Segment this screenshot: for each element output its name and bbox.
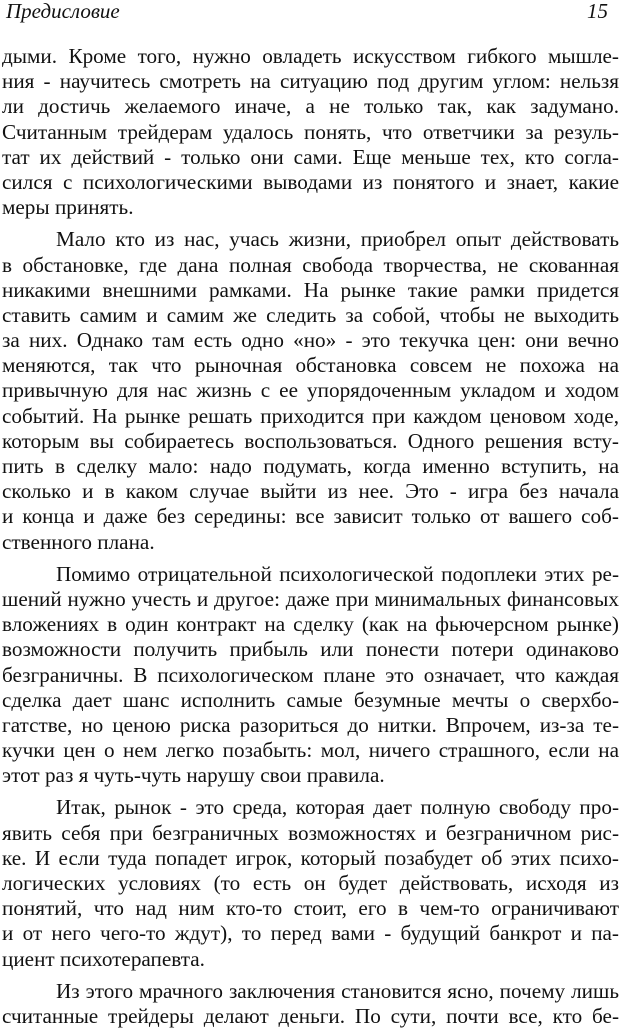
text-line: циент психотерапевта. [2, 946, 205, 971]
text-line: сколько и в каком случае выйти из нее. Это - игра без начала [2, 479, 619, 504]
text-line: возможности получить прибыль или понести потери одинаково [2, 637, 619, 662]
text-line: безграничны. В психологическом плане это означает, что каждая [2, 662, 619, 687]
page-number: 15 [587, 0, 608, 23]
text-line: меры принять. [2, 195, 134, 220]
text-line: ставить самим и самим же следить за собой, чтобы не выходить [2, 302, 619, 327]
text-line: Из этого мрачного заключения становится ясно, почему лишь [56, 978, 619, 1003]
text-line: тат их действий - только они сами. Еще меньше тех, кто согла- [2, 144, 619, 169]
text-line: никакими внешними рамками. На рынке такие рамки придется [2, 277, 619, 302]
text-line: понятий, что над ним кто-то стоит, его в чем-то ограничивают [2, 896, 619, 921]
text-line: вложениях в один контракт на сделку (как на фьючерсном рынке) [2, 612, 619, 637]
running-header [6, 0, 608, 24]
text-line: дыми. Кроме того, нужно овладеть искусством гибкого мышле- [2, 44, 619, 68]
text-line: Мало кто из нас, учась жизни, приобрел опыт действовать [56, 227, 619, 252]
paragraph-3 [0, 562, 620, 789]
text-line: считанные трейдеры делают деньги. По сути, почти все, кто бе- [2, 1003, 619, 1028]
text-line: которым вы собираетесь воспользоваться. Одного решения всту- [2, 428, 619, 453]
text-line: сился с психологическими выводами из понятого и знает, какие [2, 169, 619, 194]
text-line: ственного плана. [2, 529, 155, 554]
text-line: этот раз я чуть-чуть нарушу свои правила. [2, 763, 385, 788]
paragraph-4 [0, 795, 620, 971]
text-line: пить в сделку мало: надо подумать, когда именно вступить, на [2, 454, 619, 478]
text-line: шений нужно учесть и другое: даже при минимальных финансовых [2, 586, 619, 611]
text-line: логических условиях (то есть он будет действовать, исходя из [2, 871, 619, 895]
text-line: Считанным трейдерам удалось понять, что ответчики за резуль- [2, 119, 619, 144]
text-line: Помимо отрицательной психологической подоплеки этих ре- [56, 561, 619, 586]
text-line: гатстве, но ценою риска разориться до нитки. Впрочем, из-за те- [2, 712, 619, 737]
text-line: привычную для нас жизнь с ее упорядоченным укладом и ходом [2, 378, 619, 403]
text-line: кучки цен о нем легко позабыть: мол, ничего страшного, если на [2, 738, 619, 763]
text-line: за них. Однако там есть одно «но» - это текучка цен: они вечно [2, 328, 619, 353]
text-line: ке. И если туда попадет игрок, который позабудет об этих психо- [2, 845, 619, 870]
text-line: сделка дает шанс исполнить самые безумные мечты о сверхбо- [2, 687, 619, 712]
text-line: ли достичь желаемого иначе, а не только так, как задумано. [2, 94, 619, 119]
text-line: меняются, так что рыночная обстановка совсем не похожа на [2, 353, 619, 378]
text-line: в обстановке, где дана полная свобода творчества, не скованная [2, 252, 619, 277]
body-text [0, 44, 620, 1036]
paragraph-2 [0, 227, 620, 554]
text-line: событий. На рынке решать приходится при каждом ценовом ходе, [2, 403, 619, 428]
text-line: и конца и даже без середины: все зависит только от вашего соб- [2, 504, 619, 529]
paragraph-5 [0, 979, 620, 1029]
text-line: и от него чего-то ждут), то перед вами - будущий банкрот и па- [2, 921, 619, 946]
text-line: ния - научитесь смотреть на ситуацию под другим углом: нельзя [2, 69, 619, 94]
text-line: Итак, рынок - это среда, которая дает полную свободу про- [56, 795, 619, 820]
chapter-title: Предисловие [6, 0, 120, 23]
text-line: явить себя при безграничных возможностях и безграничном рис- [2, 820, 619, 845]
paragraph-1 [0, 44, 620, 220]
